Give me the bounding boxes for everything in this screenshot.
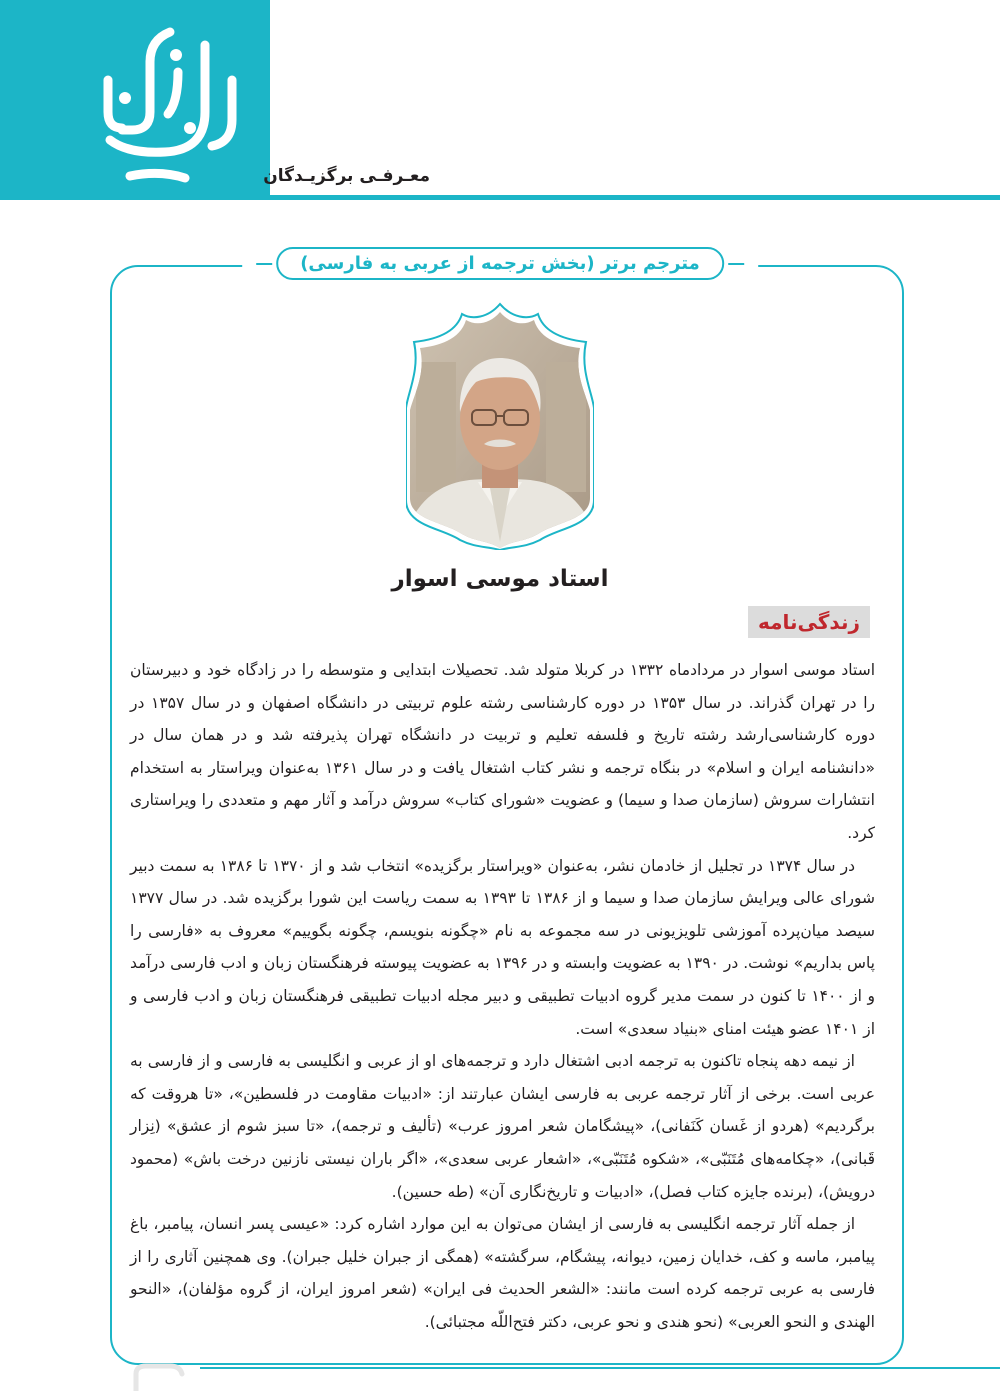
biography-paragraph: در سال ۱۳۷۴ در تجلیل از خادمان نشر، به‌عنوان «ویراستار برگزیده» انتخاب شد و از ۱۳۷۰ تا ۱۳۸۶ به سمت دبیر شورای عالی ویرایش سازمان صدا و سیما و از ۱۳۸۶ تا ۱۳۹۳ به سمت ریاست این شورا برگزیده شد. در سال ۱۳۷۷ سیصد میان‌پرده آموزشی تلویزیونی در سه مجموعه به نام «چگونه بنویسم، چگونه بگوییم» معروف به «فارسی را پاس بداریم» نوشت. در ۱۳۹۰ به عضویت وابسته و در ۱۳۹۶ به عضویت پیوسته فرهنگستان زبان و ادب فارسی درآمد و از ۱۴۰۰ تا کنون در سمت مدیر گروه ادبیات تطبیقی و دبیر مجله ادبیات تطبیقی فرهنگستان زبان و ادب فارسی و از ۱۴۰۱ عضو هیئت امنای «بنیاد سعدی» است. — [130, 856, 875, 1038]
zolal-logo-icon — [0, 0, 270, 200]
page-number-mark-icon — [132, 1360, 192, 1391]
section-label: معـرفـی برگزیـدگان — [263, 166, 430, 186]
title-dash-right — [728, 263, 744, 265]
portrait-photo — [406, 302, 594, 550]
title-dash-left — [256, 263, 272, 265]
biography-paragraph: از نیمه دهه پنجاه تاکنون به ترجمه ادبی اشتغال دارد و ترجمه‌های او از عربی و انگلیسی به فارسی و از فارسی به عربی است. برخی از آثار ترجمه عربی به فارسی ایشان عبارتند از: «ادبیات مقاومت در فلسطین»، «تا هروقت که برگردیم» (هردو از غَسان کَنَفانی)، «پیشگامان شعر امروز عرب» (تألیف و ترجمه)، «تا سبز شوم از عشق» (نِزار قَبانی)، «چکامه‌های مُتَنَبّی»، «شکوه مُتَنَبّی»، «اشعار عربی سعدی»، «اگر باران نیستی نازنین درخت باش» (محمود درویش)، (برنده جایزه کتاب فصل)، «ادبیات و تاریخ‌نگاری آن» (طه حسین). — [130, 1052, 875, 1201]
person-name: استاد موسی اسوار — [391, 566, 609, 592]
header-logo-block — [0, 0, 270, 200]
biography-paragraph: از جمله آثار ترجمه انگلیسی به فارسی از ایشان می‌توان به این موارد اشاره کرد: «عیسی پسر انسان، پیامبر، باغ پیامبر، ماسه و کف، خدایان زمین، دیوانه، پیشگام، سرگشته» (همگی از جبران خلیل جبران). وی همچنین آثاری را از فارسی به عربی ترجمه کرده است مانند: «الشعر الحدیث فی ایران» (شعر امروز ایران، از گروه مؤلفان)، «النحو الهندی و النحو العربی» (نحو هندی و نحو عربی، دکتر فتح‌اللّه مجتبائی). — [130, 1215, 875, 1331]
frame-title — [242, 247, 758, 280]
biography-text — [130, 654, 875, 1338]
svg-text:زلال — [0, 0, 1, 1]
biography-heading: زندگی‌نامه — [748, 606, 870, 638]
header-rule — [270, 195, 1000, 200]
footer-rule — [200, 1367, 1000, 1369]
award-title: مترجم برتر (بخش ترجمه از عربی به فارسی) — [276, 247, 724, 280]
biography-paragraph: استاد موسی اسوار در مردادماه ۱۳۳۲ در کربلا متولد شد. تحصیلات ابتدایی و متوسطه را در زادگاه خود و دبیرستان را در تهران گذراند. در سال ۱۳۵۳ در دوره کارشناسی رشته علوم تربیتی در دانشگاه اصفهان و در سال ۱۳۵۷ در دوره کارشناسی‌ارشد رشته تاریخ و فلسفه تعلیم و تربیت در دانشگاه تهران پذیرفته شد و در همان سال در «دانشنامه ایران و اسلام» در بنگاه ترجمه و نشر کتاب اشتغال یافت و در سال ۱۳۶۱ به‌عنوان ویراستار به استخدام انتشارات سروش (سازمان صدا و سیما) و عضویت «شورای کتاب» سروش درآمد و آثار مهم و متعددی را ویراستاری کرد. — [130, 661, 876, 842]
